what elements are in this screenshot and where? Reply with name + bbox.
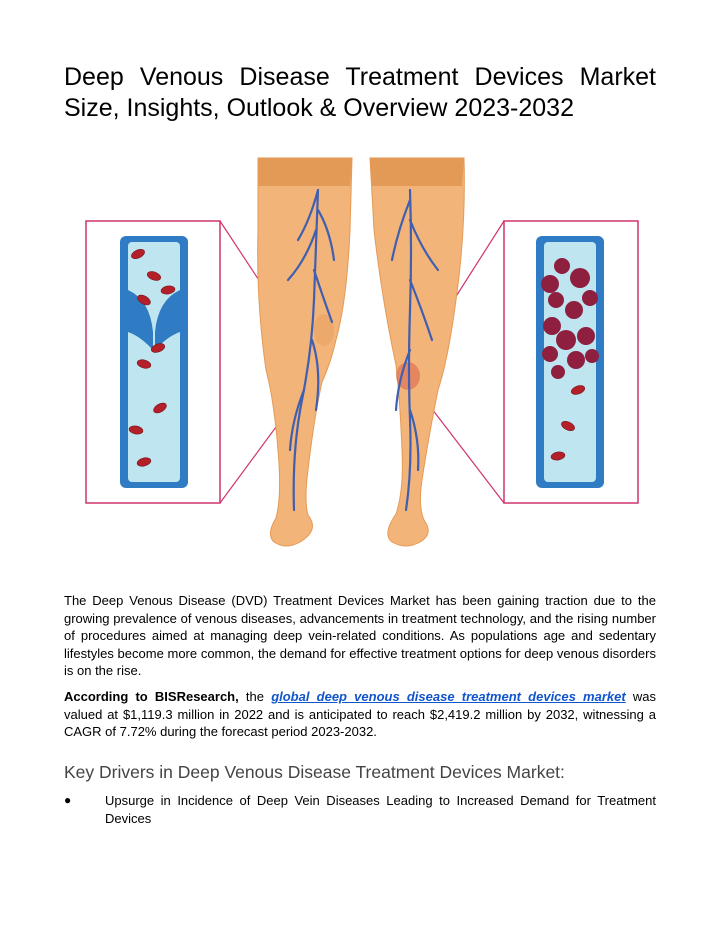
bullet-icon: ● (64, 793, 72, 807)
intro-paragraph: The Deep Venous Disease (DVD) Treatment Devices Market has been gaining traction due to the growing prevalence of venous diseases, advancements in treatment technology, and the rising number of procedures aimed at managing deep vein-related conditions. As populations age and sedentary lifestyles become more common, the demand for effective treatment options for deep venous disorders is on the rise. (64, 593, 656, 678)
bullet-text: Upsurge in Incidence of Deep Vein Diseases Leading to Increased Demand for Treatment Devices (105, 793, 656, 826)
normal-vein-illustration (120, 236, 188, 488)
page-title: Deep Venous Disease Treatment Devices Market Size, Insights, Outlook & Overview 2023-2032 (64, 63, 656, 122)
text-before-link: the (238, 689, 272, 704)
text-after-link: was valued at $1,119.3 million in 2022 and is anticipated to reach $2,419.2 million by 2032, witnessing a CAGR of 7.72% during the forecast period 2023-2032. (64, 689, 656, 739)
source-label: According to BISResearch, (64, 689, 239, 704)
dvt-leg-illustration (60, 150, 660, 570)
market-report-link[interactable]: global deep venous disease treatment devices market (271, 689, 626, 704)
clotted-vein-illustration (536, 236, 604, 488)
section-heading: Key Drivers in Deep Venous Disease Treatment Devices Market: (64, 762, 565, 782)
statistic-paragraph (64, 688, 656, 741)
